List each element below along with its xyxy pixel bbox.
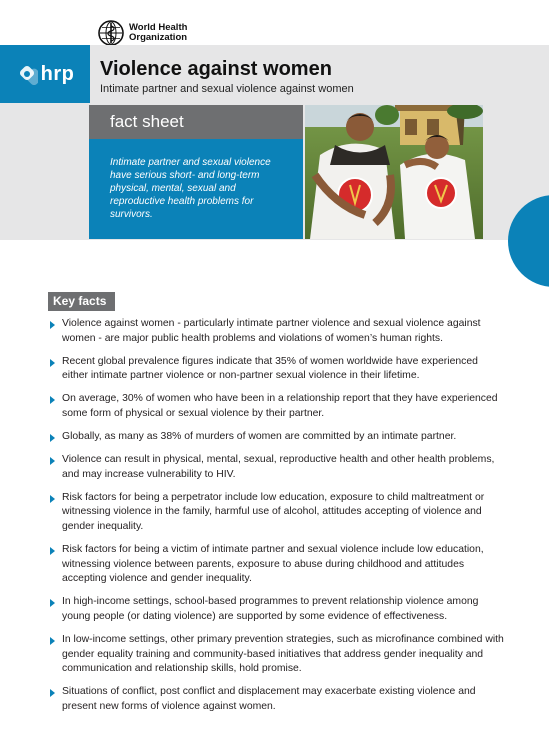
- key-fact-text: Violence can result in physical, mental, sexual, reproductive health and other health problems, and may increase vulnerability to HIV.: [62, 454, 495, 480]
- list-item: [50, 491, 505, 535]
- key-fact-text: On average, 30% of women who have been in a relationship report that they have experienced some form of physical or sexual violence by their partner.: [62, 393, 498, 419]
- doc-type-label: fact sheet: [89, 105, 303, 139]
- triangle-bullet-icon: [50, 321, 55, 329]
- key-fact-text: Risk factors for being a victim of intimate partner and sexual violence include low education, witnessing violence between parents, exposure to abuse during childhood and attitudes accepting violence and gender inequality.: [62, 544, 484, 585]
- triangle-bullet-icon: [50, 547, 55, 555]
- key-fact-text: Globally, as many as 38% of murders of women are committed by an intimate partner.: [62, 431, 457, 443]
- key-facts-list: [50, 317, 505, 723]
- who-emblem-icon: [98, 20, 124, 46]
- photo-image-icon: [305, 105, 483, 239]
- triangle-bullet-icon: [50, 495, 55, 503]
- key-facts-heading: Key facts: [48, 292, 115, 311]
- list-item: [50, 685, 505, 714]
- page-subtitle: Intimate partner and sexual violence against women: [100, 83, 354, 95]
- key-fact-text: Situations of conflict, post conflict and displacement may exacerbate existing violence and present new forms of violence against women.: [62, 686, 476, 712]
- org-name-line1: World Health: [129, 22, 188, 33]
- list-item: [50, 633, 505, 677]
- list-item: [50, 317, 505, 346]
- triangle-bullet-icon: [50, 599, 55, 607]
- list-item: [50, 355, 505, 384]
- triangle-bullet-icon: [50, 637, 55, 645]
- list-item: [50, 543, 505, 587]
- list-item: [50, 595, 505, 624]
- triangle-bullet-icon: [50, 359, 55, 367]
- who-logo: [98, 20, 187, 46]
- key-fact-text: In low-income settings, other primary prevention strategies, such as microfinance combined with gender equality training and community-based initiatives that address gender inequality and communication and relationship skills, hold promise.: [62, 634, 504, 674]
- page-title: Violence against women: [100, 58, 332, 80]
- key-fact-text: Recent global prevalence figures indicate that 35% of women worldwide have experienced either intimate partner violence or non-partner sexual violence in their lifetime.: [62, 355, 478, 382]
- list-item: [50, 392, 505, 421]
- key-fact-text: In high-income settings, school-based programmes to prevent relationship violence among young people (or dating violence) are supported by some evidence of effectiveness.: [62, 596, 479, 622]
- key-fact-text: Violence against women - particularly intimate partner violence and sexual violence against women - are major public health problems and violations of women’s human rights.: [62, 318, 481, 344]
- hrp-logo: [0, 45, 90, 103]
- key-fact-text: Risk factors for being a perpetrator include low education, exposure to child maltreatment or witnessing violence in the family, harmful use of alcohol, attitudes accepting of violence and gender inequality.: [62, 491, 485, 532]
- cover-photo: [305, 105, 483, 239]
- triangle-bullet-icon: [50, 434, 55, 442]
- hrp-logo-icon: [16, 63, 38, 85]
- list-item: [50, 430, 505, 445]
- org-name-line2: Organization: [129, 32, 188, 43]
- triangle-bullet-icon: [50, 689, 55, 697]
- intro-text: Intimate partner and sexual violence have serious short- and long-term physical, mental, sexual and reproductive health problems for survivors.: [89, 139, 303, 239]
- hrp-logo-text: hrp: [40, 62, 75, 85]
- triangle-bullet-icon: [50, 396, 55, 404]
- list-item: [50, 453, 505, 482]
- triangle-bullet-icon: [50, 457, 55, 465]
